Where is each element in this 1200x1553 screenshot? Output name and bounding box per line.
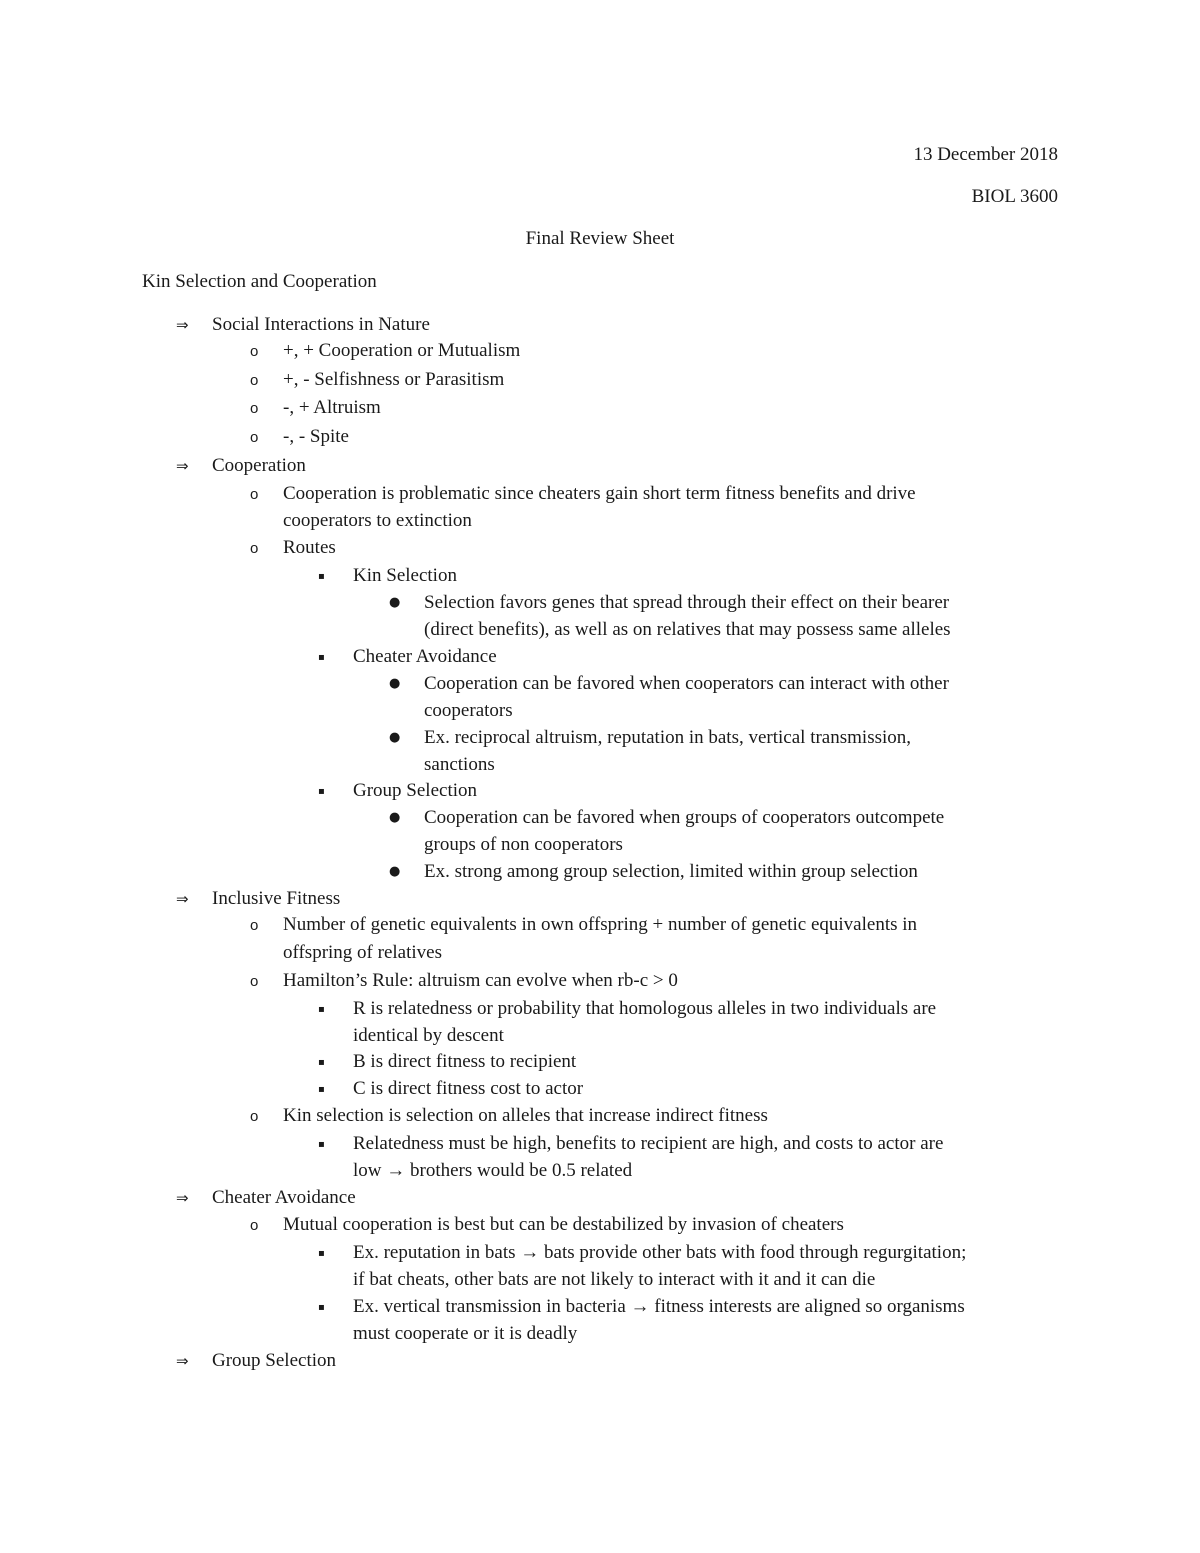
list-item: Cooperation <box>212 455 306 476</box>
dot-bullet-icon: ● <box>389 864 401 879</box>
dot-bullet-icon: ● <box>389 810 401 825</box>
list-item-continuation: must cooperate or it is deadly <box>353 1323 578 1344</box>
list-item: +, - Selfishness or Parasitism <box>283 369 505 390</box>
square-bullet-icon: ▪ <box>318 1139 325 1150</box>
circle-bullet-icon: o <box>250 486 259 503</box>
square-bullet-icon: ▪ <box>318 1302 325 1313</box>
list-item: Group Selection <box>353 780 478 801</box>
list-item: Cooperation is problematic since cheaters gain short term fitness benefits and drive <box>283 483 916 504</box>
list-item-continuation: (direct benefits), as well as on relatives that may possess same alleles <box>424 619 951 640</box>
square-bullet-icon: ▪ <box>318 652 325 663</box>
arrow-bullet-icon: ⇒ <box>176 890 189 908</box>
list-item-continuation: low → brothers would be 0.5 related <box>353 1160 633 1181</box>
arrow-bullet-icon: ⇒ <box>176 1189 189 1207</box>
list-item: +, + Cooperation or Mutualism <box>283 340 521 361</box>
list-item: -, - Spite <box>283 426 349 447</box>
circle-bullet-icon: o <box>250 1108 259 1125</box>
list-item: Ex. strong among group selection, limited within group selection <box>424 861 918 882</box>
list-item: Cheater Avoidance <box>353 646 497 667</box>
circle-bullet-icon: o <box>250 429 259 446</box>
list-item: Relatedness must be high, benefits to recipient are high, and costs to actor are <box>353 1133 944 1154</box>
list-item: R is relatedness or probability that homologous alleles in two individuals are <box>353 998 937 1019</box>
course-code: BIOL 3600 <box>971 186 1058 207</box>
circle-bullet-icon: o <box>250 1217 259 1234</box>
square-bullet-icon: ▪ <box>318 571 325 582</box>
list-item: Hamilton’s Rule: altruism can evolve when rb-c > 0 <box>283 970 678 991</box>
circle-bullet-icon: o <box>250 400 259 417</box>
list-item: Selection favors genes that spread through their effect on their bearer <box>424 592 950 613</box>
list-item: Cooperation can be favored when groups of cooperators outcompete <box>424 807 945 828</box>
square-bullet-icon: ▪ <box>318 786 325 797</box>
list-item: Ex. vertical transmission in bacteria → fitness interests are aligned so organisms <box>353 1296 965 1317</box>
list-item: -, + Altruism <box>283 397 381 418</box>
list-item: Cheater Avoidance <box>212 1187 356 1208</box>
list-item-continuation: offspring of relatives <box>283 942 442 963</box>
list-item: Inclusive Fitness <box>212 888 341 909</box>
list-item: Kin selection is selection on alleles that increase indirect fitness <box>283 1105 768 1126</box>
list-item-continuation: identical by descent <box>353 1025 504 1046</box>
square-bullet-icon: ▪ <box>318 1057 325 1068</box>
dot-bullet-icon: ● <box>389 676 401 691</box>
arrow-bullet-icon: ⇒ <box>176 316 189 334</box>
list-item: B is direct fitness to recipient <box>353 1051 577 1072</box>
square-bullet-icon: ▪ <box>318 1248 325 1259</box>
circle-bullet-icon: o <box>250 540 259 557</box>
list-item: Routes <box>283 537 336 558</box>
list-item: Cooperation can be favored when cooperators can interact with other <box>424 673 949 694</box>
list-item: Number of genetic equivalents in own offspring + number of genetic equivalents in <box>283 914 918 935</box>
circle-bullet-icon: o <box>250 343 259 360</box>
list-item: Kin Selection <box>353 565 457 586</box>
square-bullet-icon: ▪ <box>318 1004 325 1015</box>
list-item: Group Selection <box>212 1350 337 1371</box>
list-item: Social Interactions in Nature <box>212 314 430 335</box>
circle-bullet-icon: o <box>250 917 259 934</box>
circle-bullet-icon: o <box>250 973 259 990</box>
dot-bullet-icon: ● <box>389 595 401 610</box>
circle-bullet-icon: o <box>250 372 259 389</box>
date: 13 December 2018 <box>913 144 1058 165</box>
list-item-continuation: cooperators <box>424 700 513 721</box>
list-item: Mutual cooperation is best but can be destabilized by invasion of cheaters <box>283 1214 844 1235</box>
arrow-bullet-icon: ⇒ <box>176 1352 189 1370</box>
list-item-continuation: cooperators to extinction <box>283 510 472 531</box>
page-title: Final Review Sheet <box>525 228 675 249</box>
list-item-continuation: groups of non cooperators <box>424 834 623 855</box>
section-heading: Kin Selection and Cooperation <box>142 271 377 292</box>
list-item-continuation: sanctions <box>424 754 495 775</box>
square-bullet-icon: ▪ <box>318 1084 325 1095</box>
list-item-continuation: if bat cheats, other bats are not likely to interact with it and it can die <box>353 1269 876 1290</box>
arrow-bullet-icon: ⇒ <box>176 457 189 475</box>
list-item: Ex. reciprocal altruism, reputation in bats, vertical transmission, <box>424 727 912 748</box>
list-item: Ex. reputation in bats → bats provide other bats with food through regurgitation; <box>353 1242 967 1263</box>
dot-bullet-icon: ● <box>389 730 401 745</box>
list-item: C is direct fitness cost to actor <box>353 1078 584 1099</box>
